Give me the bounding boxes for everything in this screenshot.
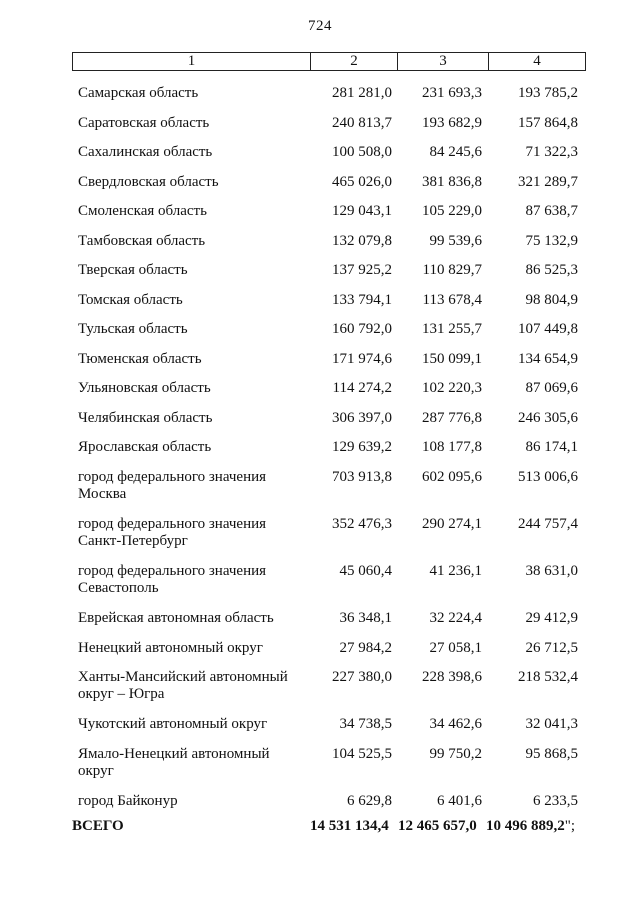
total-col-4	[486, 818, 575, 835]
value-col-2: 306 397,0	[332, 410, 392, 426]
value-col-3: 108 177,8	[422, 439, 482, 455]
value-col-3: 102 220,3	[422, 380, 482, 396]
value-col-3: 84 245,6	[429, 144, 482, 160]
region-name: город федерального значения Санкт-Петербург	[78, 516, 267, 549]
value-col-3: 131 255,7	[422, 321, 482, 337]
table-header	[72, 52, 586, 71]
region-name: Еврейская автономная область	[78, 610, 274, 626]
value-col-4: 244 757,4	[518, 516, 578, 532]
value-col-4: 107 449,8	[518, 321, 578, 337]
region-name: Саратовская область	[78, 115, 210, 131]
closing-quote: ";	[564, 818, 576, 834]
region-name: Свердловская область	[78, 174, 219, 190]
region-name: город федерального значения Севастополь	[78, 563, 267, 596]
value-col-4: 87 069,6	[525, 380, 578, 396]
value-col-4: 86 525,3	[525, 262, 578, 278]
value-col-2: 160 792,0	[332, 321, 392, 337]
value-col-4: 32 041,3	[525, 716, 578, 732]
value-col-3: 150 099,1	[422, 351, 482, 367]
value-col-3: 41 236,1	[429, 563, 482, 579]
value-col-3: 6 401,6	[437, 793, 482, 809]
value-col-4: 193 785,2	[518, 85, 578, 101]
value-col-3: 110 829,7	[422, 262, 482, 278]
region-name: город федерального значения Москва	[78, 469, 267, 502]
value-col-2: 240 813,7	[332, 115, 392, 131]
value-col-3: 228 398,6	[422, 669, 482, 685]
value-col-4: 71 322,3	[525, 144, 578, 160]
value-col-3: 231 693,3	[422, 85, 482, 101]
value-col-2: 27 984,2	[339, 640, 392, 656]
value-col-2: 352 476,3	[332, 516, 392, 532]
header-col-4: 4	[533, 53, 541, 69]
value-col-2: 137 925,2	[332, 262, 392, 278]
region-name: Ярославская область	[78, 439, 212, 455]
value-col-3: 105 229,0	[422, 203, 482, 219]
value-col-3: 113 678,4	[422, 292, 482, 308]
region-name: Тамбовская область	[78, 233, 206, 249]
header-col-2: 2	[311, 53, 398, 70]
value-col-3: 34 462,6	[429, 716, 482, 732]
value-col-2: 45 060,4	[339, 563, 392, 579]
value-col-4: 98 804,9	[525, 292, 578, 308]
value-col-3: 290 274,1	[422, 516, 482, 532]
value-col-4: 38 631,0	[525, 563, 578, 579]
value-col-4: 157 864,8	[518, 115, 578, 131]
value-col-3: 287 776,8	[422, 410, 482, 426]
value-col-2: 114 274,2	[332, 380, 392, 396]
region-name: Ненецкий автономный округ	[78, 640, 263, 656]
value-col-2: 703 913,8	[332, 469, 392, 485]
value-col-4: 134 654,9	[518, 351, 578, 367]
region-name: Тульская область	[78, 321, 188, 337]
value-col-4: 321 289,7	[518, 174, 578, 190]
header-col-1: 1	[73, 53, 311, 70]
region-name: Ульяновская область	[78, 380, 211, 396]
value-col-4: 26 712,5	[525, 640, 578, 656]
value-col-4: 29 412,9	[525, 610, 578, 626]
value-col-3: 602 095,6	[422, 469, 482, 485]
value-col-2: 132 079,8	[332, 233, 392, 249]
value-col-4: 218 532,4	[518, 669, 578, 685]
value-col-2: 100 508,0	[332, 144, 392, 160]
value-col-3: 27 058,1	[429, 640, 482, 656]
value-col-2: 129 043,1	[332, 203, 392, 219]
region-name: Тюменская область	[78, 351, 202, 367]
value-col-4: 513 006,6	[518, 469, 578, 485]
region-name: Ханты-Мансийский автономный округ – Югра	[78, 669, 288, 702]
value-col-2: 129 639,2	[332, 439, 392, 455]
value-col-4: 86 174,1	[525, 439, 578, 455]
region-name: Челябинская область	[78, 410, 213, 426]
value-col-3: 99 750,2	[429, 746, 482, 762]
value-col-3: 381 836,8	[422, 174, 482, 190]
value-col-2: 104 525,5	[332, 746, 392, 762]
page-number: 724	[308, 18, 332, 34]
value-col-3: 193 682,9	[422, 115, 482, 131]
region-name: Сахалинская область	[78, 144, 213, 160]
total-col-4-value: 10 496 889,2	[486, 818, 565, 834]
value-col-4: 95 868,5	[525, 746, 578, 762]
total-label: ВСЕГО	[72, 818, 124, 834]
region-name: Тверская область	[78, 262, 188, 278]
region-name: Томская область	[78, 292, 183, 308]
region-name: Ямало-Ненецкий автономный округ	[78, 746, 270, 779]
value-col-2: 133 794,1	[332, 292, 392, 308]
value-col-2: 36 348,1	[339, 610, 392, 626]
value-col-2: 281 281,0	[332, 85, 392, 101]
value-col-2: 465 026,0	[332, 174, 392, 190]
value-col-4: 75 132,9	[525, 233, 578, 249]
value-col-2: 34 738,5	[339, 716, 392, 732]
value-col-2: 227 380,0	[332, 669, 392, 685]
region-name: город Байконур	[78, 793, 178, 809]
header-col-3: 3	[398, 53, 489, 70]
total-col-3: 12 465 657,0	[398, 818, 477, 834]
region-name: Чукотский автономный округ	[78, 716, 268, 732]
region-name: Смоленская область	[78, 203, 207, 219]
value-col-4: 87 638,7	[525, 203, 578, 219]
value-col-4: 246 305,6	[518, 410, 578, 426]
total-col-2: 14 531 134,4	[310, 818, 389, 834]
value-col-2: 171 974,6	[332, 351, 392, 367]
value-col-3: 32 224,4	[429, 610, 482, 626]
value-col-3: 99 539,6	[429, 233, 482, 249]
value-col-4: 6 233,5	[533, 793, 578, 809]
region-name: Самарская область	[78, 85, 199, 101]
value-col-2: 6 629,8	[347, 793, 392, 809]
